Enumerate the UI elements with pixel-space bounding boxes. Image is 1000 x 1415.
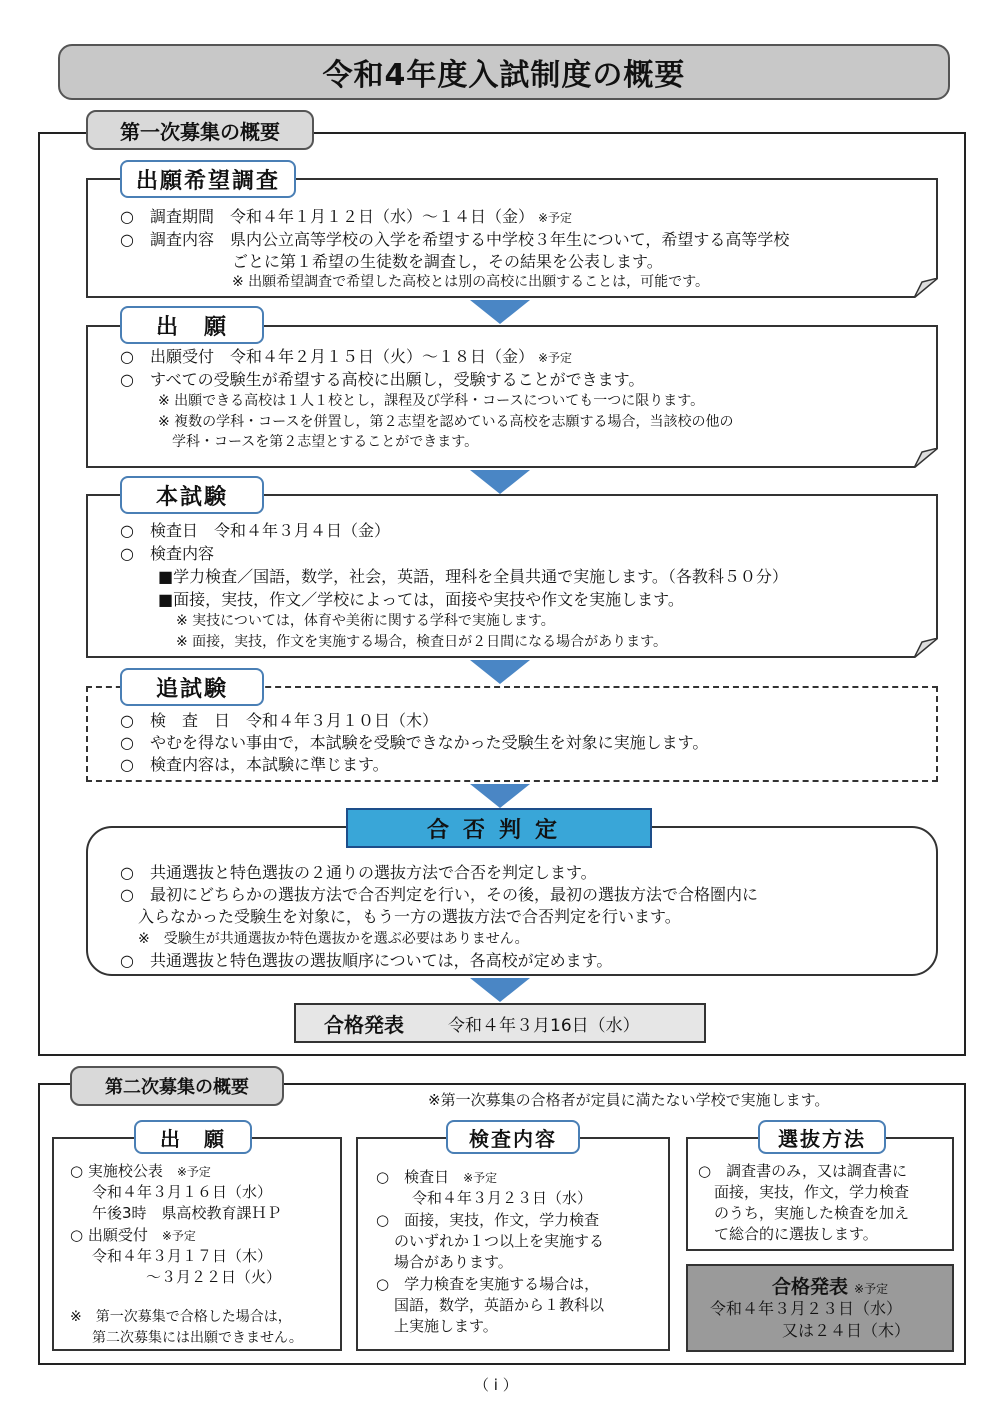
- survey-label: 出願希望調査: [120, 160, 296, 198]
- makeup-line-1: ○ 検 査 日 令和４年３月１０日（木）: [120, 711, 438, 730]
- fold-corner-icon: [914, 638, 938, 658]
- pass-announcement-date: 令和４年３月16日（水）: [448, 1015, 640, 1036]
- apply-note-3: 学科・コースを第２志望とすることができます。: [172, 434, 479, 450]
- second-content-line-5: 場合があります。: [394, 1253, 513, 1271]
- survey-line-1: ○ 調査期間 令和４年１月１２日（水）～１４日（金） ※予定: [120, 207, 573, 226]
- flow-arrow-icon: [470, 784, 530, 808]
- exam-label: 本試験: [120, 476, 264, 514]
- second-apply-line-4: ○ 出願受付 ※予定: [70, 1226, 196, 1244]
- second-content-line-6: ○ 学力検査を実施する場合は，: [376, 1275, 600, 1293]
- fold-corner-icon: [914, 278, 938, 298]
- page-number: （ i ）: [474, 1376, 518, 1394]
- flow-arrow-icon: [470, 470, 530, 494]
- pass-announcement-box: [294, 1003, 706, 1043]
- apply-label: 出 願: [120, 306, 264, 344]
- second-apply-label: 出 願: [134, 1120, 252, 1154]
- second-content-line-1: ○ 検査日 ※予定: [376, 1168, 498, 1186]
- apply-line-1: ○ 出願受付 令和４年２月１５日（火）～１８日（金） ※予定: [120, 347, 573, 366]
- second-method-line-1: ○ 調査書のみ，又は調査書に: [698, 1162, 907, 1180]
- makeup-line-3: ○ 検査内容は，本試験に準じます。: [120, 755, 389, 774]
- judge-note: ※ 受験生が共通選抜か特色選抜かを選ぶ必要はありません。: [138, 931, 529, 947]
- pass-announcement-label: 合格発表: [324, 1012, 404, 1037]
- page-title: 令和4年度入試制度の概要: [58, 44, 950, 100]
- apply-note-2: ※ 複数の学科・コースを併置し，第２志望を認めている高校を志願する場合，当該校の他の: [158, 414, 734, 430]
- second-content-label: 検査内容: [446, 1120, 580, 1154]
- second-apply-line-5: 令和４年３月１７日（木）: [92, 1247, 273, 1265]
- second-apply-note-2: 第二次募集には出願できません。: [92, 1330, 303, 1346]
- second-content-line-2: 令和４年３月２３日（水）: [412, 1189, 593, 1207]
- second-pass-heading: [772, 1272, 888, 1299]
- second-apply-line-2: 令和４年３月１６日（水）: [92, 1183, 273, 1201]
- first-recruitment-tab: 第一次募集の概要: [86, 110, 314, 150]
- second-method-label: 選抜方法: [758, 1120, 886, 1154]
- exam-note-1: ※ 実技については，体育や美術に関する学科で実施します。: [176, 613, 555, 629]
- judge-line-1: ○ 共通選抜と特色選抜の２通りの選抜方法で合否を判定します。: [120, 863, 597, 882]
- second-apply-line-1: ○ 実施校公表 ※予定: [70, 1162, 211, 1180]
- judge-line-3: 入らなかった受験生を対象に，もう一方の選抜方法で合否判定を行います。: [138, 907, 681, 926]
- judge-line-2: ○ 最初にどちらかの選抜方法で合否判定を行い，その後，最初の選抜方法で合格圏内に: [120, 885, 758, 904]
- exam-line-1: ○ 検査日 令和４年３月４日（金）: [120, 521, 390, 540]
- apply-note-1: ※ 出願できる高校は１人１校とし，課程及び学科・コースについても一つに限ります。: [158, 393, 705, 409]
- judge-line-5: ○ 共通選抜と特色選抜の選抜順序については，各高校が定めます。: [120, 951, 613, 970]
- second-content-line-4: のいずれか１つ以上を実施する: [394, 1232, 605, 1250]
- makeup-exam-label: 追試験: [120, 668, 264, 706]
- exam-line-4: ■面接，実技，作文／学校によっては，面接や実技や作文を実施します。: [158, 590, 684, 609]
- second-content-line-8: 上実施します。: [394, 1317, 498, 1335]
- second-pass-date-2: 又は２４日（木）: [782, 1321, 911, 1340]
- second-recruitment-note: ※第一次募集の合格者が定員に満たない学校で実施します。: [428, 1091, 830, 1109]
- second-pass-date-1: 令和４年３月２３日（水）: [710, 1299, 903, 1318]
- exam-line-3: ■学力検査／国語，数学，社会，英語，理科を全員共通で実施します。（各教科５０分）: [158, 567, 788, 586]
- flow-arrow-icon: [470, 300, 530, 324]
- second-pass-label: 合格発表: [772, 1276, 849, 1298]
- second-method-line-3: のうち，実施した検査を加え: [714, 1204, 910, 1222]
- apply-line-2: ○ すべての受験生が希望する高校に出願し，受験することができます。: [120, 370, 645, 389]
- second-apply-line-6: ～３月２２日（火）: [146, 1268, 282, 1286]
- second-content-line-3: ○ 面接，実技，作文，学力検査: [376, 1211, 600, 1229]
- survey-note: ※ 出願希望調査で希望した高校とは別の高校に出願することは，可能です。: [232, 274, 710, 290]
- fold-corner-icon: [914, 448, 938, 468]
- second-pass-note: ※予定: [854, 1282, 889, 1296]
- flow-arrow-icon: [470, 978, 530, 1002]
- exam-note-2: ※ 面接，実技，作文を実施する場合，検査日が２日間になる場合があります。: [176, 634, 668, 650]
- second-method-line-4: て総合的に選抜します。: [714, 1225, 878, 1243]
- second-method-line-2: 面接，実技，作文，学力検査: [714, 1183, 910, 1201]
- second-recruitment-tab: 第二次募集の概要: [70, 1066, 284, 1106]
- survey-line-3: ごとに第１希望の生徒数を調査し，その結果を公表します。: [232, 252, 663, 271]
- judgement-label: 合否判定: [346, 808, 652, 848]
- second-content-line-7: 国語，数学，英語から１教科以: [394, 1296, 605, 1314]
- second-apply-note-1: ※ 第一次募集で合格した場合は，: [70, 1309, 292, 1325]
- survey-line-2: ○ 調査内容 県内公立高等学校の入学を希望する中学校３年生について，希望する高等学校: [120, 230, 790, 249]
- flow-arrow-icon: [470, 660, 530, 684]
- makeup-line-2: ○ やむを得ない事由で，本試験を受験できなかった受験生を対象に実施します。: [120, 733, 709, 752]
- second-apply-line-3: 午後3時 県高校教育課ＨＰ: [92, 1204, 282, 1222]
- exam-line-2: ○ 検査内容: [120, 544, 214, 563]
